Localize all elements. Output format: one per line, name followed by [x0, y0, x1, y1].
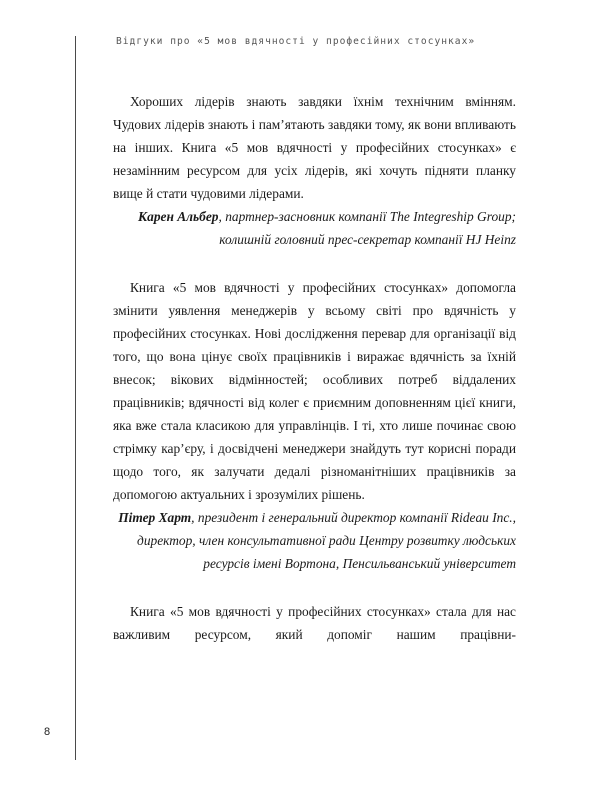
- testimonial-attribution: [113, 506, 516, 575]
- testimonial-quote: Хороших лідерів знають завдяки їхнім технічним вмінням. Чудових лідерів знають і пам’ятають завдяки тому, як вони впливають на інших. Книга «5 мов вдячності у професійних стосунках» є незамінним ресурсом для усіх лідерів, які хочуть підняти планку вище й стати чудовими лідерами.: [113, 94, 516, 201]
- testimonial-quote: Книга «5 мов вдячності у професійних стосунках» стала для нас важливим ресурсом, який допоміг нашим працівни-: [113, 604, 516, 642]
- author-role: , партнер-засновник компанії The Integreship Group; колишній головний прес-секретар компанії HJ Heinz: [218, 209, 516, 247]
- author-name: Пітер Харт: [118, 510, 192, 525]
- testimonial-1: [113, 90, 516, 251]
- page-number: 8: [44, 726, 51, 738]
- margin-rule: [75, 36, 76, 760]
- testimonial-2: [113, 276, 516, 575]
- testimonial-quote: Книга «5 мов вдячності у професійних стосунках» допомогла змінити уявлення менеджерів у всьому світі про вдячність у професійних стосунках. Нові дослідження перевар для організації від того, що вона цінує своїх працівників і виражає вдячність за їхній внесок; вікових відмінностей; особливих потреб віддалених працівників; вдячності від колег є приємним доповненням цієї книги, яка вже стала класикою для управлінців. І ті, хто лише починає свою стрімку кар’єру, і досвідчені менеджери знайдуть тут корисні поради щодо того, як залучати дедалі різноманітніших працівників за допомогою актуальних і зрозумілих рішень.: [113, 280, 516, 502]
- testimonial-attribution: [113, 205, 516, 251]
- testimonial-3: [113, 600, 516, 646]
- running-head: Відгуки про «5 мов вдячності у професійних стосунках»: [116, 36, 476, 47]
- author-name: Карен Альбер: [138, 209, 219, 224]
- page-content: [113, 90, 516, 646]
- author-role: , президент і генеральний директор компанії Rideau Inc., директор, член консультативної ради Центру розвитку людських ресурсів імені Вортона, Пенсильванський університет: [137, 510, 516, 571]
